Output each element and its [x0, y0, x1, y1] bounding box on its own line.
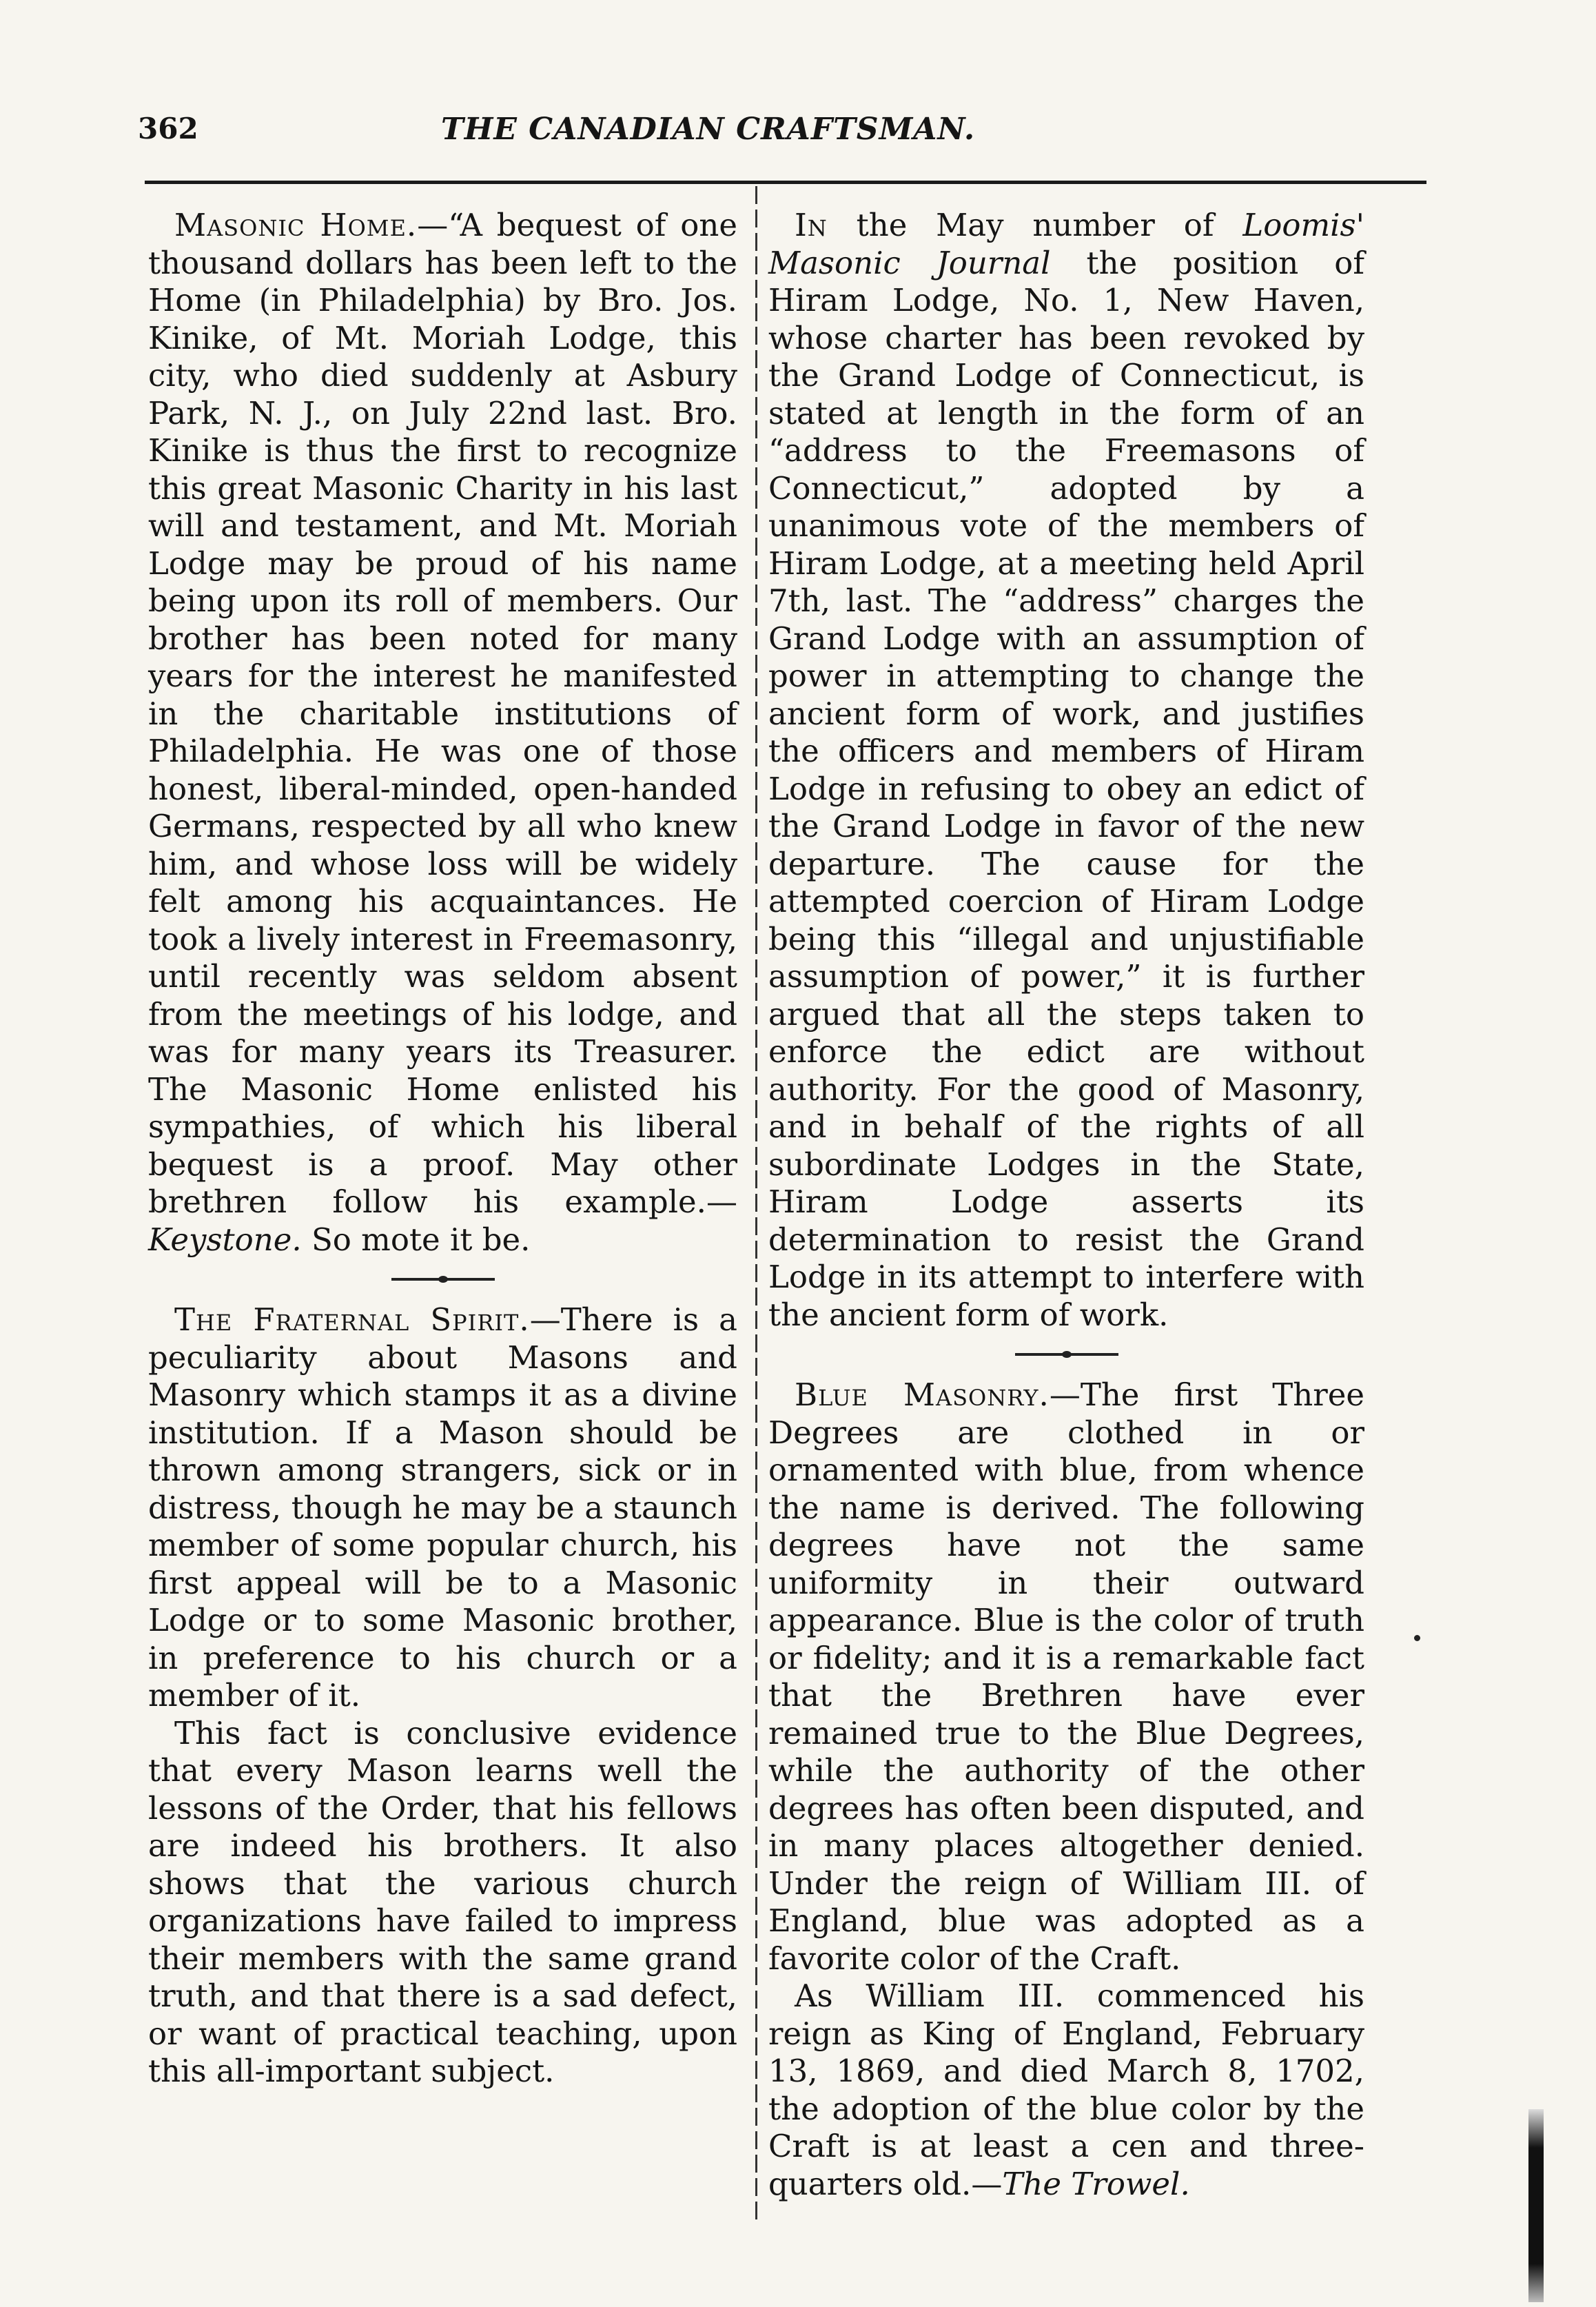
running-head: THE CANADIAN CRAFTSMAN. [441, 112, 976, 147]
article-hiram-lodge [768, 207, 1364, 1334]
article-body: —“A bequest of one thousand dollars has been left to the Home (in Philadelphia) by Bro. Jos. Kinike, of Mt. Moriah Lodge, this city, who died suddenly at Asbury Park, N. J., on July 22nd last. Bro. Kinike is thus the first to recognize this great Masonic Charity in his last will and testament, and Mt. Moriah Lodge may be proud of his name being upon its roll of members. Our brother has been noted for many years for the interest he manifested in the charitable institutions of Philadelphia. He was one of those honest, liberal-minded, open-handed Germans, respected by all who knew him, and whose loss will be widely felt among his acquaintances. He took a lively interest in Freemasonry, until recently was seldom absent from the meetings of his lodge, and was for many years its Treasurer. The Masonic Home enlisted his sympathies, of which his liberal bequest is a proof. May other brethren follow his example.— [148, 207, 737, 1220]
article-fraternal-spirit [148, 1301, 737, 2091]
header-rule [145, 181, 1426, 184]
right-column [768, 207, 1364, 2203]
article-paragraph [768, 1978, 1364, 2203]
article-paragraph [148, 1301, 737, 1715]
article-body: —The first Three Degrees are clothed in or ornamented with blue, from whence the name is derived. The following degrees have not the same uniformity in their outward appearance. Blue is the color of truth or fidelity; and it is a remarkable fact that the Brethren have ever remained true to the Blue Degrees, while the authority of the other degrees has often been disputed, and in many places altogether denied. Under the reign of William III. of England, blue was adopted as a favorite color of the Craft. [768, 1376, 1364, 1977]
journal-title: Loomis' Masonic Journal [768, 207, 1364, 281]
article-separator [391, 1278, 495, 1281]
article-closing: So mote it be. [301, 1221, 531, 1258]
article-heading: Masonic Home. [174, 207, 418, 243]
article-paragraph [768, 1376, 1364, 1978]
article-masonic-home [148, 207, 737, 1259]
binding-edge-mark [1528, 2109, 1544, 2302]
article-paragraph: This fact is conclusive evidence that every Mason learns well the lessons of the Order, that his fellows are indeed his brothers. It also shows that the various church organizations have failed to impress their members with the same grand truth, and that there is a sad defect, or want of practical teaching, upon this all-important subject. [148, 1714, 737, 2089]
page-header [138, 112, 1034, 160]
article-separator [1015, 1353, 1118, 1356]
article-body: the position of Hiram Lodge, No. 1, New Haven, whose charter has been revoked by the Grand Lodge of Connecticut, is stated at length in the form of an “address to the Freemasons of Connecticut,” adopted by a unanimous vote of the members of Hiram Lodge, at a meeting held April 7th, last. The “address” charges the Grand Lodge with an assumption of power in attempting to change the ancient form of work, and justifies the officers and members of Hiram Lodge in refusing to obey an edict of the Grand Lodge in favor of the new departure. The cause for the attempted coercion of Hiram Lodge being this “illegal and unjustifiable assumption of power,” it is further argued that all the steps taken to enforce the edict are without authority. For the good of Masonry, and in behalf of the rights of all subordinate Lodges in the State, Hiram Lodge asserts its determination to resist the Grand Lodge in its attempt to interfere with the ancient form of work. [768, 244, 1364, 1333]
page-number: 362 [138, 112, 198, 145]
article-lead: In [795, 207, 828, 243]
article-body: —There is a peculiarity about Masons and Masonry which stamps it as a divine institution. If a Mason should be thrown among strangers, sick or in distress, though he may be a staunch member of some popular church, his first appeal will be to a Masonic Lodge or to some Masonic brother, in preference to his church or a member of it. [148, 1301, 737, 1714]
article-paragraph [768, 207, 1364, 1334]
article-body: As William III. commenced his reign as King of England, February 13, 1869, and died March 8, 1702, the adoption of the blue color by the Craft is at least a cen and three-quarters old.— [768, 1978, 1364, 2202]
article-body: the May number of [827, 207, 1243, 243]
left-column [148, 207, 737, 2091]
article-heading: Blue Masonry. [795, 1376, 1050, 1413]
article-source: Keystone. [148, 1221, 302, 1258]
print-speck [1414, 1635, 1420, 1641]
article-heading: The Fraternal Spirit. [174, 1301, 530, 1338]
article-blue-masonry [768, 1376, 1364, 2203]
article-source: The Trowel. [1002, 2165, 1190, 2202]
column-divider [755, 186, 757, 2219]
article-paragraph [148, 207, 737, 1259]
